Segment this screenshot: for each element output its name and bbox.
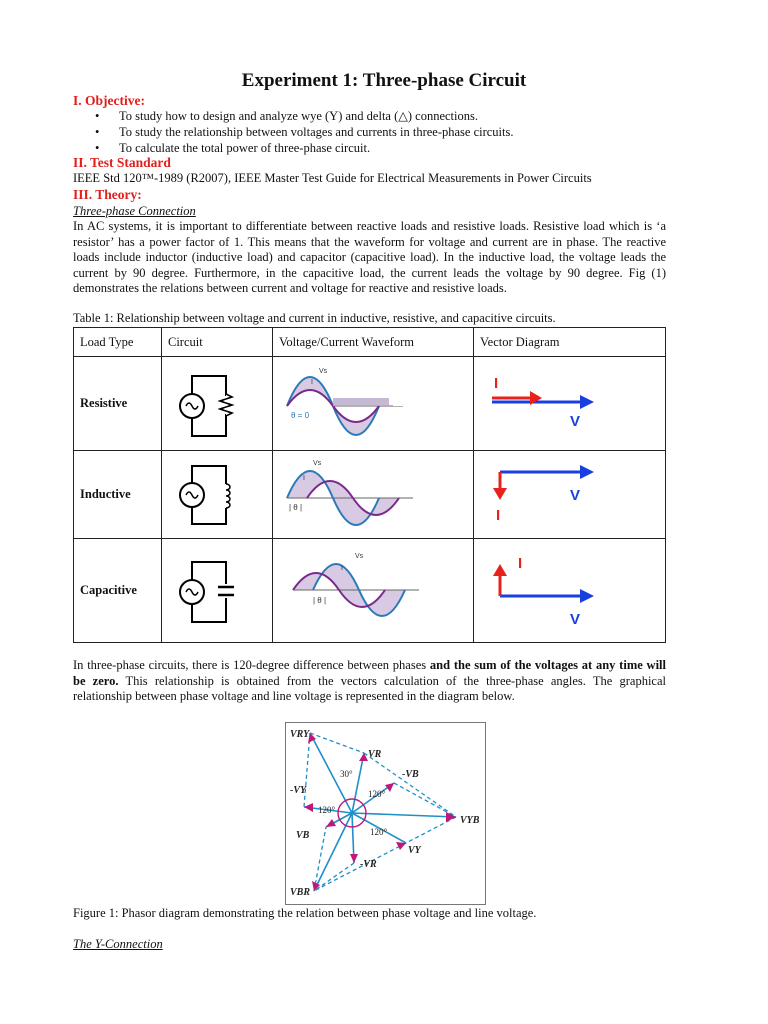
wave-vs-label: Vs (319, 367, 328, 375)
theory-paragraph-1: In AC systems, it is important to differentiate between reactive loads and resistive loads. Resistive load which is ‘a resistor’ has a power factor of 1. This means that the waveform for voltage and current are in phase. The reactive loads include inductor (inductive load) and capacitor (capacitive load). In the inductive load, the voltage leads the current by 90 degree. Furthermore, in the capacitive load, the current leads the voltage by 90 degree. Fig (1) demonstrates the relations between current and voltage for reactive and resistive loads. (73, 219, 666, 296)
load-table (73, 327, 666, 643)
vector-i-label: I (496, 506, 501, 524)
capacitor-circuit-icon (162, 540, 272, 642)
phasor-label-vbr: VBR (290, 887, 311, 898)
load-type-inductive: Inductive (74, 451, 162, 539)
vector-v-label: V (570, 412, 581, 430)
phasor-label-vyb: VYB (460, 815, 480, 826)
phasor-label-neg-vy: -VY (290, 785, 307, 796)
wave-theta-label: θ = 0 (291, 410, 310, 420)
phasor-angle-120-b: 120° (318, 805, 336, 815)
y-connection-title: The Y-Connection (73, 937, 163, 951)
wave-theta-label: | θ | (289, 502, 303, 512)
wave-vs-label: Vs (355, 552, 364, 560)
figure-caption: Figure 1: Phasor diagram demonstrating the relation between phase voltage and line voltage. (73, 906, 537, 920)
load-type-capacitive: Capacitive (74, 539, 162, 643)
phasor-label-vry: VRY (290, 729, 310, 740)
waveform-cell (273, 451, 474, 539)
vector-cell (474, 451, 666, 539)
paragraph-2-end: This relationship is obtained from the vectors calculation of the three-phase angles. The graphical relationship between phase voltage and line voltage is represented in the diagram below. (73, 673, 666, 704)
objective-item: • To study how to design and analyze wye (Y) and delta (△) connections. (95, 108, 514, 124)
phasor-angle-120-a: 120° (368, 789, 386, 799)
table-header-cell: Vector Diagram (474, 328, 666, 357)
table-header-cell: Load Type (74, 328, 162, 357)
phasor-label-vy: VY (408, 845, 421, 856)
wave-theta-label: | θ | (313, 595, 327, 605)
circuit-cell (162, 357, 273, 451)
phasor-angle-120-c: 120° (370, 827, 388, 837)
circuit-cell (162, 539, 273, 643)
vector-i-label: I (494, 374, 499, 392)
vector-v-label: V (570, 486, 581, 504)
objective-heading: I. Objective: (73, 93, 145, 108)
capacitive-vector-diagram (474, 540, 665, 642)
resistor-circuit-icon (162, 358, 272, 450)
circuit-cell (162, 451, 273, 539)
wave-i-label: I (341, 564, 343, 572)
theory-subheading: Three-phase Connection (73, 204, 196, 218)
waveform-cell (273, 539, 474, 643)
phasor-label-vb: VB (296, 830, 310, 841)
inductive-vector-diagram (474, 452, 665, 538)
wave-vs-label: Vs (313, 459, 322, 467)
table-row (74, 357, 666, 451)
phasor-label-neg-vr: -VR (360, 859, 377, 870)
paragraph-2-start: In three-phase circuits, there is 120-degree difference between phases (73, 658, 430, 672)
phasor-label-neg-vb: -VB (402, 769, 419, 780)
phasor-angle-30: 30° (340, 769, 353, 779)
objective-item: • To calculate the total power of three-phase circuit. (95, 140, 514, 156)
waveform-cell (273, 357, 474, 451)
wave-i-label: I (311, 378, 313, 386)
load-type-resistive: Resistive (74, 357, 162, 451)
table-caption: Table 1: Relationship between voltage and current in inductive, resistive, and capacitive circuits. (73, 311, 556, 325)
vector-cell (474, 539, 666, 643)
inductor-circuit-icon (162, 452, 272, 538)
table-header-row (74, 328, 666, 357)
paragraph-2-bold: and the sum of the voltages at any time will be zero. (73, 658, 667, 688)
table-header-cell: Voltage/Current Waveform (273, 328, 474, 357)
resistive-waveform (273, 358, 473, 450)
phasor-diagram (285, 722, 486, 905)
wave-i-label: I (303, 474, 305, 482)
standard-heading: II. Test Standard (73, 155, 171, 170)
vector-cell (474, 357, 666, 451)
theory-paragraph-2 (73, 658, 666, 705)
theory-heading: III. Theory: (73, 187, 142, 202)
table-row (74, 451, 666, 539)
standard-text: IEEE Std 120™-1989 (R2007), IEEE Master Test Guide for Electrical Measurements in Power Circuits (73, 171, 592, 185)
table-header-cell: Circuit (162, 328, 273, 357)
objective-item: • To study the relationship between voltages and currents in three-phase circuits. (95, 124, 514, 140)
objective-list (95, 108, 514, 156)
capacitive-waveform (273, 540, 473, 642)
page-title: Experiment 1: Three-phase Circuit (241, 70, 527, 91)
vector-v-label: V (570, 610, 581, 628)
inductive-waveform (273, 452, 473, 538)
resistive-vector-diagram (474, 358, 665, 450)
phasor-diagram-svg (286, 723, 485, 904)
table-row (74, 539, 666, 643)
phasor-label-vr: VR (368, 749, 382, 760)
vector-i-label: I (518, 554, 523, 572)
